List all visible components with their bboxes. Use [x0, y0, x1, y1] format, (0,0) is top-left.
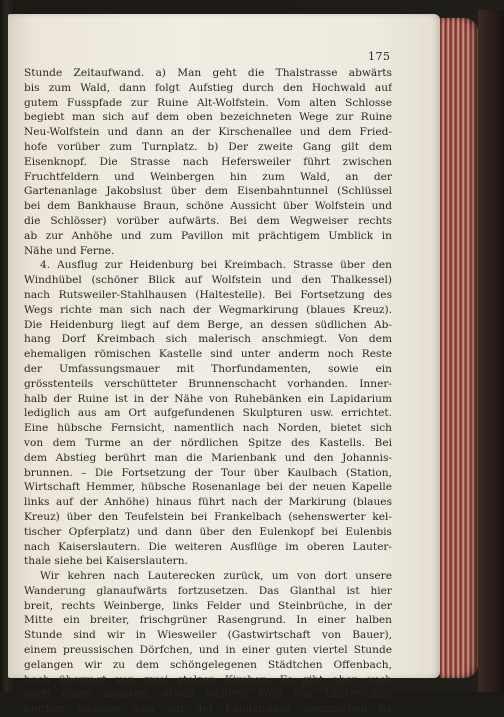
- text-line: Wirtschaft Hemmer, hübsche Rosenanlage bei der neuen Kapelle: [24, 481, 392, 494]
- book-binding: [478, 10, 504, 692]
- text-line: 4. Ausflug zur Heidenburg bei Kreimbach. Strasse über den: [40, 259, 392, 272]
- text-line: von dem Turme an der nördlichen Spitze des Kastells. Bei: [24, 436, 392, 449]
- text-line: bis zum Wald, dann folgt Aufstieg durch den Hochwald auf: [24, 81, 392, 94]
- text-line: hierher, welcher dem auf der Landstrasse vorzuziehen ist: [24, 703, 392, 716]
- text-line: gutem Fusspfade zur Ruine Alt-Wolfstein. Vom alten Schlosse: [24, 96, 392, 109]
- text-line: lediglich aus am Ort aufgefundenen Skulpturen usw. errichtet.: [24, 407, 392, 420]
- text-line: Stunde Zeitaufwand. a) Man geht die Thalstrasse abwärts: [24, 67, 392, 79]
- text-line: Eisenknopf. Die Strasse nach Hefersweiler führt zwischen: [24, 155, 392, 168]
- text-line: Windhübel (schöner Blick auf Wolfstein und den Thalkessel): [24, 274, 392, 287]
- text-line: Neu-Wolfstein und dann an der Kirschenallee und dem Fried-: [24, 126, 392, 139]
- text-line: hofe vorüber zum Turnplatz. b) Der zweite Gang gilt dem: [24, 140, 392, 153]
- text-line: einem preussischen Dörfchen, und in einer guten viertel Stunde: [24, 644, 392, 657]
- text-line: Eine hübsche Fernsicht, namentlich nach Norden, bietet sich: [24, 422, 392, 435]
- text-line: halb der Ruine ist in der Nähe von Ruhebänken ein Lapidarium: [24, 392, 392, 405]
- text-line: Wanderung glanaufwärts fortzusetzen. Das Glanthal ist hier: [24, 584, 392, 597]
- text-line: nach Kaiserslautern. Die weiteren Ausflüge im oberen Lauter-: [24, 540, 392, 553]
- text-line: der Umfassungsmauer mit Thorfundamenten, sowie ein: [24, 362, 392, 375]
- page-edges: [440, 18, 478, 678]
- text-line: gelangen wir zu dem schöngelegenen Städtchen Offenbach,: [24, 658, 392, 671]
- text-line: Fruchtfeldern und Weinbergen hin zum Wald, an der: [24, 170, 392, 183]
- text-line: nach Rutsweiler-Stahlhausen (Haltestelle). Bei Fortsetzung des: [24, 288, 392, 301]
- text-line: Wir kehren nach Lauterecken zurück, um von dort unsere: [40, 570, 392, 583]
- text-line: links auf der Anhöhe) hinaus führt nach der Markirung (blaues: [24, 496, 392, 509]
- text-line: grösstenteils verschütteter Brunnenschacht vorhanden. Inner-: [24, 377, 392, 390]
- body-text: [24, 66, 392, 717]
- text-line: hang Dorf Kreimbach sich malerisch anschmiegt. Von dem: [24, 333, 392, 346]
- text-line: hoch überragt von zwei stolzen Kirchen. Es gibt aber auch: [24, 673, 392, 686]
- text-line: breit, rechts Weinberge, links Felder und Steinbrüche, in der: [24, 599, 392, 612]
- text-line: Gartenanlage Jakobslust über dem Eisenbahntunnel (Schlüssel: [24, 185, 392, 198]
- text-line: tischer Opferplatz) und dann über den Eulenkopf bei Eulenbis: [24, 525, 392, 538]
- text-line: Kreuz) über den Teufelstein bei Frankelbach (sehenswerter kel-: [24, 510, 392, 523]
- text-line: Wegs richte man sich nach der Wegmarkirung (blaues Kreuz).: [24, 303, 392, 316]
- text-line: bei dem Bankhause Braun, schöne Aussicht über Wolfstein und: [24, 200, 392, 213]
- text-line: Stunde sind wir in Wiesweiler (Gastwirtschaft von Bauer),: [24, 629, 392, 642]
- text-line: brunnen. – Die Fortsetzung der Tour über Kaulbach (Station,: [24, 466, 392, 479]
- text-line: Mitte ein breiter, frischgrüner Rasengrund. In einer halben: [24, 614, 392, 627]
- text-line: Nähe und Ferne.: [24, 244, 115, 257]
- text-line: Die Heidenburg liegt auf dem Berge, an dessen südlichen Ab-: [24, 318, 392, 331]
- text-line: thale siehe bei Kaiserslautern.: [24, 555, 188, 568]
- page-number: 175: [368, 50, 391, 63]
- text-line: die Schlösser) vorüber aufwärts. Bei dem Wegweiser rechts: [24, 214, 392, 227]
- text-line: begiebt man sich auf dem oben bezeichneten Wege zur Ruine: [24, 111, 392, 124]
- text-line: noch einen anderen, etwas weitern Weg von Lauterecken: [24, 688, 392, 701]
- text-line: ab zur Anhöhe und zum Pavillon mit prächtigem Umblick in: [24, 229, 392, 242]
- text-line: ehemaligen römischen Kastelle sind unter anderm noch Reste: [24, 348, 392, 361]
- text-line: dem Abstieg berührt man die Marienbank und den Johannis-: [24, 451, 392, 464]
